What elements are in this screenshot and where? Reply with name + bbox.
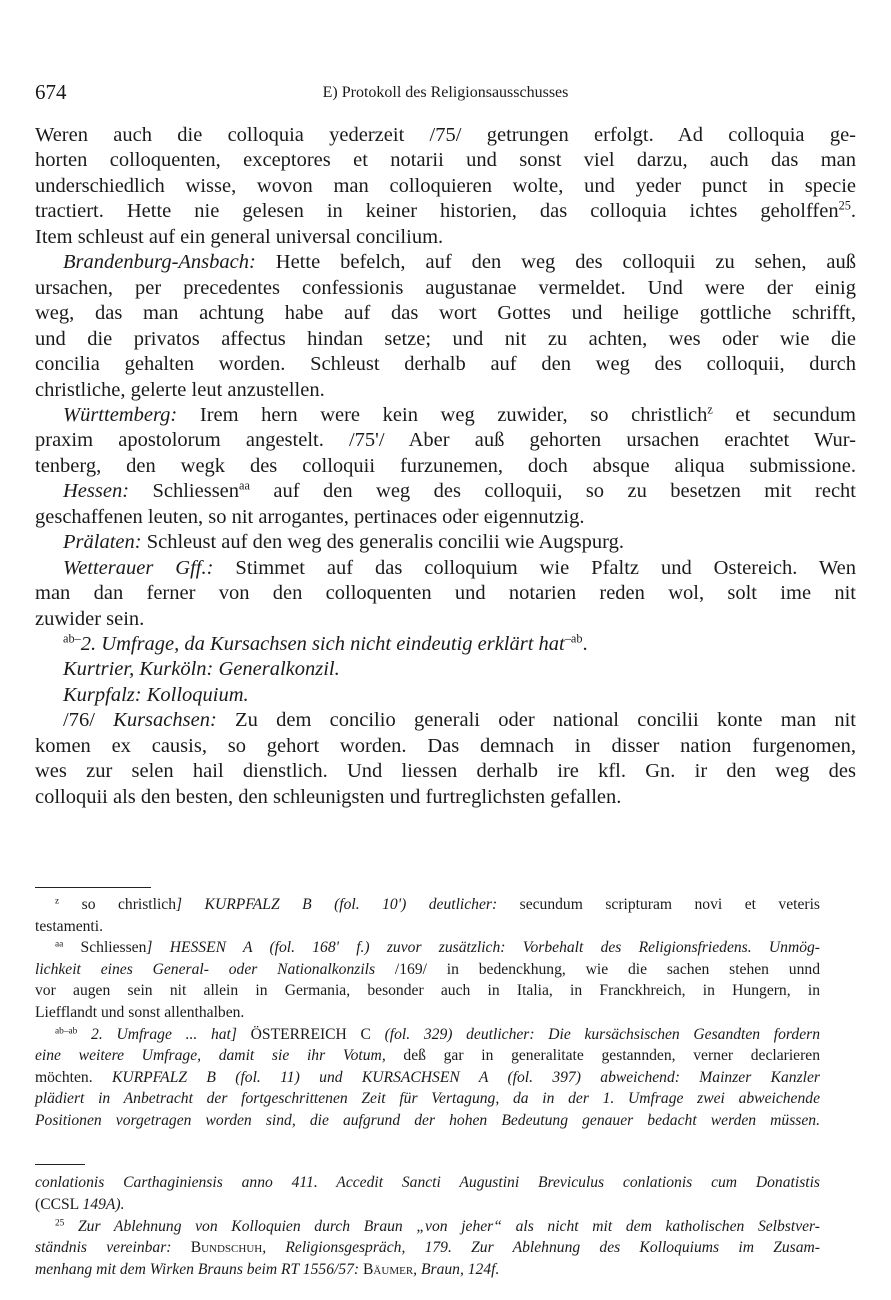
text-run: menhang mit dem Wirken Brauns beim RT 1556/57: — [35, 1261, 364, 1279]
text-run: conlationis Carthaginiensis anno 411. Accedit Sancti Augustini Breviculus conlationis cum Donatistis — [35, 1174, 820, 1191]
text-run: colloquii als den besten, den schleunigsten und furtreglichsten gefallen. — [35, 785, 622, 808]
body-line — [63, 529, 856, 555]
body-line — [35, 504, 856, 530]
text-run: Bundschuh — [190, 1239, 263, 1257]
text-run: und die privatos affectus hindan setze; und nit zu achten, wes oder wie die — [35, 327, 856, 350]
text-run: deß gar in generalitate gestannden, verner declarieren — [385, 1047, 820, 1065]
text-run: ständnis vereinbar: — [35, 1239, 191, 1257]
text-run: möchten. — [35, 1068, 112, 1086]
text-run: Zu dem concilio generali oder national concilii konte man nit — [216, 709, 856, 732]
body-line — [35, 198, 856, 224]
text-run: eine weitere Umfrage, damit sie ihr Votum, — [35, 1047, 386, 1065]
footnote-marker: aa — [239, 478, 250, 493]
text-run: Kurtrier, Kurköln: Generalkonzil. — [63, 658, 340, 681]
text-run: Bäumer — [363, 1261, 414, 1279]
text-run: plädiert in Anbetracht der fortgeschrittenen Zeit für Vertagung, da in der 1. Umfrage zwei abweichende — [35, 1090, 820, 1108]
body-line — [35, 224, 856, 250]
running-title: E) Protokoll des Religionsausschusses — [322, 84, 569, 101]
text-run: Kursachsen: — [113, 709, 217, 732]
text-run: secundum scripturam novi et veteris — [497, 896, 820, 913]
text-run: . — [850, 200, 856, 223]
text-run: , Religionsgespräch, 179. Zur Ablehnung des Kolloquiums im Zusam- — [262, 1239, 820, 1257]
text-run: , Braun, 124f. — [413, 1261, 500, 1279]
continued_notes-line — [55, 1216, 820, 1238]
text-run: Schleust auf den weg des generalis concilii wie Augspurg. — [141, 531, 624, 554]
text-run: (CCSL — [35, 1195, 83, 1213]
text-run: /76/ — [63, 709, 114, 732]
text-run: testamenti. — [35, 917, 103, 935]
body-line — [35, 122, 856, 148]
body-line — [35, 275, 856, 301]
footnotes-line — [35, 1110, 820, 1132]
text-run: Kurpfalz: Kolloquium. — [63, 683, 249, 706]
text-run: Prälaten: — [63, 531, 142, 554]
text-run: ] HESSEN A (fol. 168' f.) zuvor zusätzlich: Vorbehalt des Religionsfriedens. Unmög- — [146, 939, 820, 957]
text-run: weg, das man achtung habe auf das wort Gottes und heilige gottliche schrifft, — [35, 302, 856, 325]
body-line — [35, 377, 856, 403]
body-line — [63, 249, 856, 275]
footnotes-line — [35, 980, 820, 1002]
body-line — [63, 682, 856, 708]
footnote-rule — [35, 887, 151, 888]
footnotes-line — [35, 1067, 820, 1089]
footnotes-line — [55, 1024, 820, 1046]
text-run: (fol. 329) deutlicher: Die kursächsischen Gesandten fordern — [370, 1025, 820, 1043]
body-line — [35, 606, 856, 632]
footnote-marker: z — [55, 896, 60, 907]
body-line — [63, 555, 856, 581]
continued_notes-line — [35, 1237, 820, 1259]
text-run: wes zur selen hail dienstlich. Und liessen derhalb ire kfl. Gn. ir den weg des — [35, 760, 856, 783]
text-run: ursachen, per precedentes confessionis augustanae vermeldet. Und were der einig — [35, 276, 856, 299]
text-run: Schliessen — [129, 480, 240, 503]
text-run: Stimmet auf das colloquium wie Pfaltz und Ostereich. Wen — [213, 556, 856, 579]
text-run: Irem hern were kein weg zuwider, so christlich — [177, 403, 708, 426]
body-line — [35, 758, 856, 784]
text-run: geschaffenen leuten, so nit arrogantes, pertinaces oder eigennutzig. — [35, 505, 585, 528]
footnotes-line — [35, 1045, 820, 1067]
body-line — [35, 326, 856, 352]
text-run: underschiedlich wisse, wovon man colloquieren wolte, und yeder punct in specie — [35, 174, 856, 197]
text-run: 149A). — [82, 1195, 125, 1213]
text-run: Item schleust auf ein general universal concilium. — [35, 225, 444, 248]
text-run: so christlich — [59, 896, 176, 913]
text-run: komen ex causis, so gehort worden. Das demnach in disser nation furgenomen, — [35, 734, 856, 757]
footnote-marker: aa — [55, 939, 64, 950]
footnotes-line — [35, 1088, 820, 1110]
footnotes-line — [35, 959, 820, 981]
footnote-marker: z — [707, 402, 713, 417]
body-line — [35, 173, 856, 199]
text-run: Zur Ablehnung von Kolloquien durch Braun „von jeher“ als nicht mit dem katholischen Selbstver- — [64, 1217, 820, 1235]
text-run: tenberg, den wegk des colloquii furzunemen, doch absque aliqua submissione. — [35, 454, 856, 477]
text-run: zuwider sein. — [35, 607, 145, 630]
footnote-marker: 25 — [55, 1217, 65, 1228]
body-line — [35, 733, 856, 759]
body-line — [63, 656, 856, 682]
footnotes-line — [55, 937, 820, 959]
body-line — [63, 478, 856, 504]
footnotes-line — [35, 916, 820, 938]
text-run: vor augen sein nit allein in Germania, besonder auch in Italia, in Franckhreich, in Hungern, in — [35, 982, 820, 1000]
text-run: Schliessen — [63, 939, 147, 957]
text-run: Brandenburg-Ansbach: — [63, 251, 256, 274]
text-run: tractiert. Hette nie gelesen in keiner historien, das colloquia ichtes geholffen — [35, 200, 839, 223]
text-run: KURPFALZ B (fol. 11) und KURSACHSEN A (fol. 397) abweichend: Mainzer Kanzler — [111, 1068, 820, 1086]
footnotes-line — [55, 894, 820, 916]
footnote-marker: ab– — [63, 631, 81, 646]
text-run: . — [582, 633, 588, 655]
continued_notes-line — [35, 1172, 820, 1194]
body-line — [63, 631, 856, 657]
body-line — [35, 784, 856, 810]
body-line — [35, 453, 856, 479]
text-run: Positionen vorgetragen worden sind, die aufgrund der hohen Bedeutung genauer bedacht werden müssen. — [35, 1112, 820, 1129]
text-run: Hette befelch, auf den weg des colloquii zu sehen, auß — [255, 251, 856, 274]
body-line — [35, 351, 856, 377]
text-run: man dan ferner von den colloquenten und notarien reden wol, solt ime nit — [35, 582, 856, 605]
text-run: Württemberg: — [63, 403, 178, 426]
text-run: Liefflandt und sonst allenthalben. — [35, 1004, 245, 1021]
text-run: /169/ in bedenckhung, wie die sachen stehen unnd — [375, 960, 820, 978]
text-run: Wetterauer Gff.: — [63, 556, 214, 579]
page-number: 674 — [35, 80, 67, 104]
body-line — [35, 300, 856, 326]
text-run: 2. Umfrage, da Kursachsen sich nicht eindeutig erklärt hat — [80, 633, 565, 655]
text-run: 2. Umfrage ... hat] — [77, 1025, 251, 1043]
text-run: Hessen: — [63, 480, 130, 503]
body-line — [35, 580, 856, 606]
body-line — [63, 402, 856, 428]
continued_notes-line — [35, 1194, 820, 1216]
text-run: praxim apostolorum angestelt. /75'/ Aber auß gehorten ursachen erachtet Wur- — [35, 429, 856, 452]
text-run: christliche, gelerte leut anzustellen. — [35, 378, 325, 401]
continued-notes-rule — [35, 1164, 85, 1165]
text-run: Weren auch die colloquia yederzeit /75/ getrungen erfolgt. Ad colloquia ge- — [35, 124, 856, 146]
footnote-marker: 25 — [838, 198, 851, 213]
footnotes-line — [35, 1002, 820, 1024]
text-run: ÖSTERREICH C — [250, 1025, 371, 1043]
text-run: ] KURPFALZ B (fol. 10') deutlicher: — [176, 896, 498, 913]
text-run: et secundum — [712, 403, 856, 426]
footnote-marker: ab–ab — [55, 1025, 78, 1036]
text-run: auf den weg des colloquii, so zu besetzen mit recht — [249, 480, 856, 503]
body-line — [35, 427, 856, 453]
text-run: horten colloquenten, exceptores et notarii und sonst viel darzu, auch das man — [35, 149, 856, 172]
footnote-marker: –ab — [564, 631, 583, 646]
body-line — [35, 147, 856, 173]
text-run: lichkeit eines General- oder Nationalkonzils — [35, 960, 376, 978]
continued_notes-line — [35, 1259, 820, 1281]
body-line — [63, 707, 856, 733]
text-run: concilia gehalten worden. Schleust derhalb auf den weg des colloquii, durch — [35, 353, 856, 376]
